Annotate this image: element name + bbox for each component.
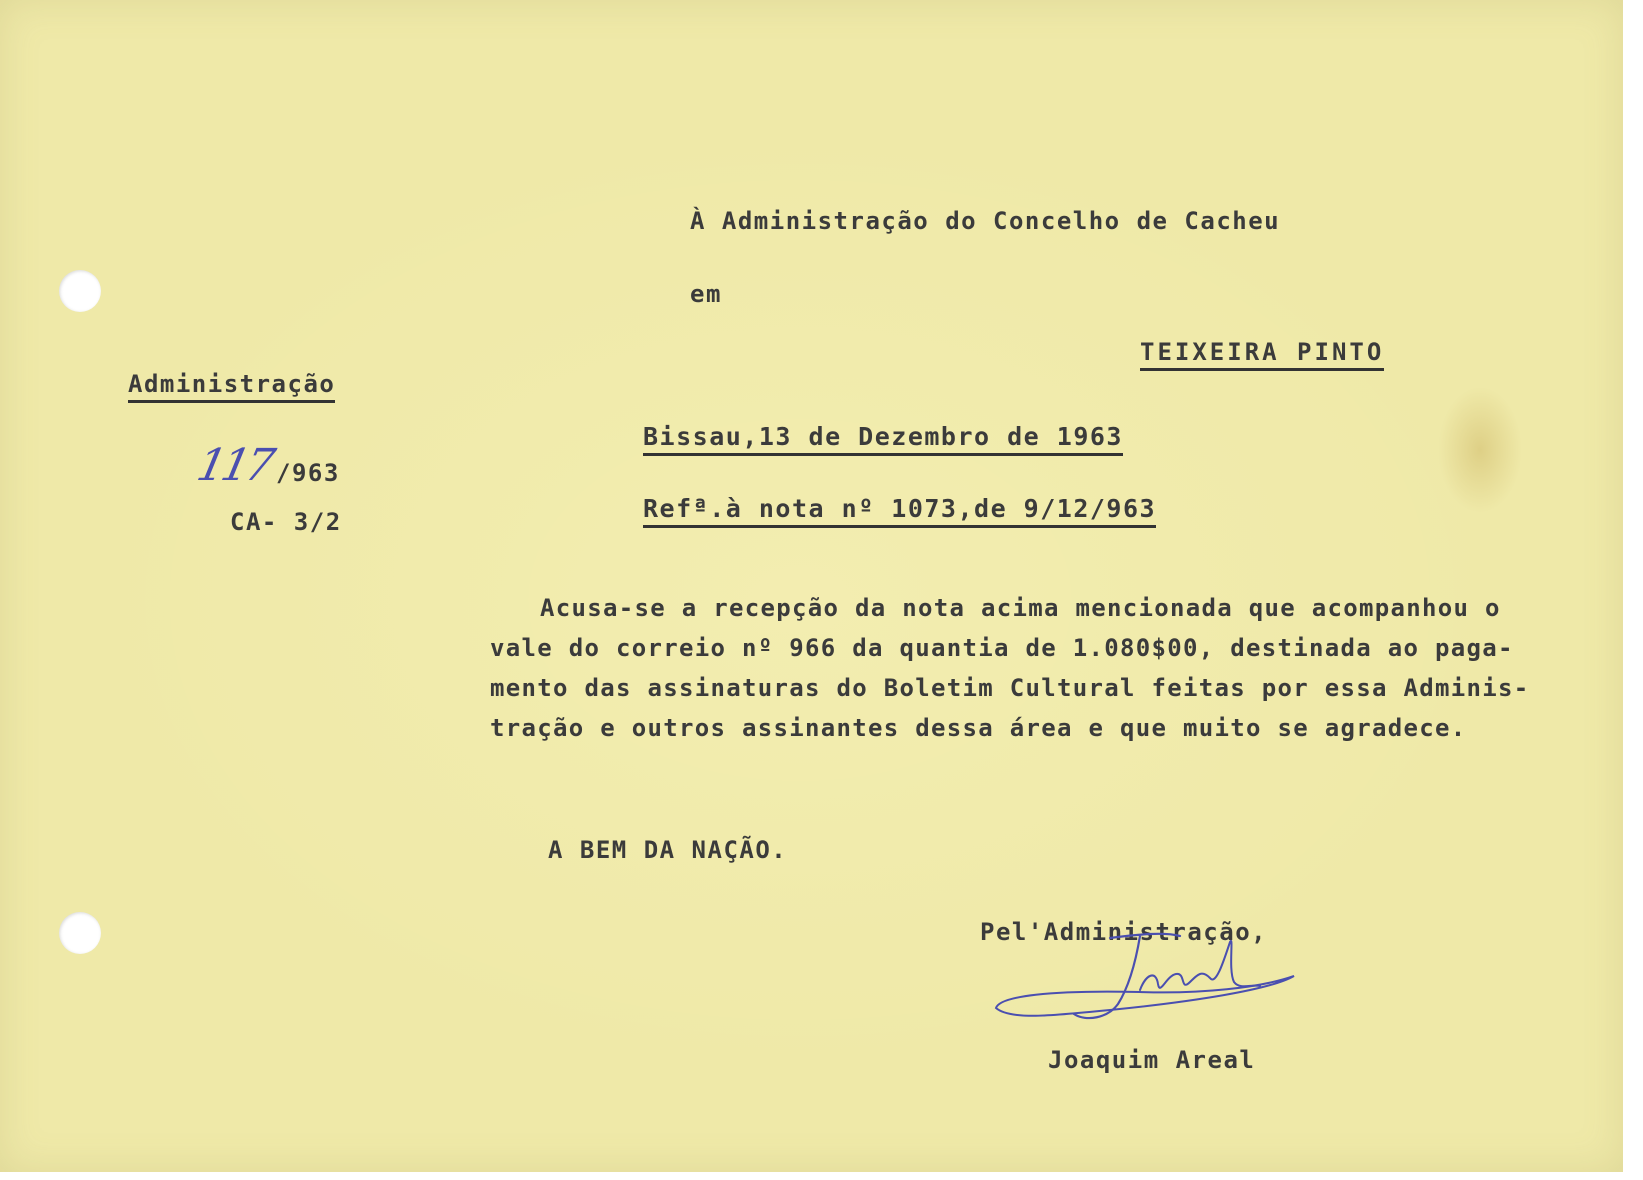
recipient-line-1: À Administração do Concelho de Cacheu [690,207,1281,235]
file-code: CA- 3/2 [230,508,342,536]
punch-hole-bottom [59,912,101,954]
handwritten-reference-number: 117 [192,440,276,491]
recipient-line-2: em [690,280,722,308]
body-line: mento das assinaturas do Boletim Cultural feitas por essa Adminis- [490,674,1530,702]
closing-salutation: A BEM DA NAÇÃO. [548,836,788,864]
body-line: vale do correio nº 966 da quantia de 1.080$00, destinada ao paga- [490,634,1514,662]
punch-hole-top [59,270,101,312]
signatory-name: Joaquim Areal [1048,1046,1256,1074]
recipient-location: TEIXEIRA PINTO [1140,338,1384,371]
signoff-line: Pel'Administração, [980,918,1268,946]
body-line: tração e outros assinantes dessa área e que muito se agradece. [490,714,1467,742]
reference-line: Refª.à nota nº 1073,de 9/12/963 [643,494,1156,528]
body-line: Acusa-se a recepção da nota acima mencionada que acompanhou o [540,594,1501,622]
reference-year: /963 [276,459,340,487]
place-date: Bissau,13 de Dezembro de 1963 [643,422,1123,456]
letter-body [490,588,1590,748]
handwritten-signature [990,930,1300,1040]
sender-office: Administração [128,370,335,403]
